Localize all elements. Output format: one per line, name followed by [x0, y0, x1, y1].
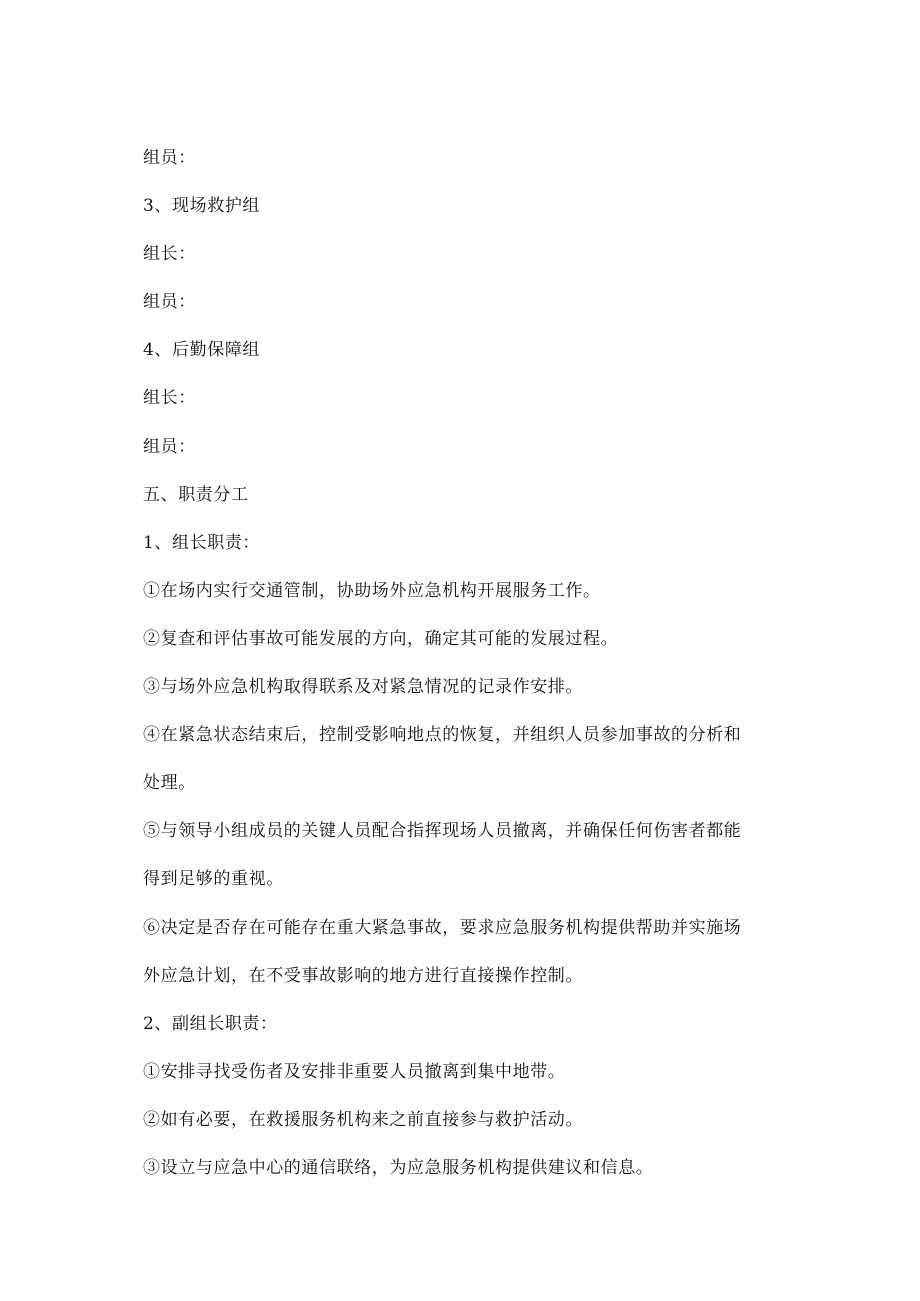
list-item: ⑥决定是否存在可能存在重大紧急事故，要求应急服务机构提供帮助并实施场: [143, 917, 742, 938]
list-item-continuation: 得到足够的重视。: [143, 869, 284, 890]
list-item: ③设立与应急中心的通信联络，为应急服务机构提供建议和信息。: [143, 1157, 654, 1178]
chapter-heading: 五、职责分工: [143, 484, 249, 505]
list-item-continuation: 外应急计划，在不受事故影响的地方进行直接操作控制。: [143, 965, 583, 986]
list-item-continuation: 处理。: [143, 773, 196, 794]
text-line: 组长：: [143, 244, 196, 265]
section-heading: 3、现场救护组: [143, 196, 261, 217]
list-item: ②复查和评估事故可能发展的方向，确定其可能的发展过程。: [143, 628, 619, 649]
text-line: 组员：: [143, 436, 196, 457]
section-heading: 4、后勤保障组: [143, 340, 261, 361]
list-item: ④在紧急状态结束后，控制受影响地点的恢复，并组织人员参加事故的分析和: [143, 725, 742, 746]
list-item: ②如有必要，在救援服务机构来之前直接参与救护活动。: [143, 1109, 583, 1130]
list-item: ③与场外应急机构取得联系及对紧急情况的记录作安排。: [143, 677, 583, 698]
section-heading: 1、组长职责：: [143, 532, 261, 553]
list-item: ①在场内实行交通管制，协助场外应急机构开展服务工作。: [143, 580, 601, 601]
list-item: ⑤与领导小组成员的关键人员配合指挥现场人员撤离，并确保任何伤害者都能: [143, 821, 742, 842]
section-heading: 2、副组长职责：: [143, 1013, 278, 1034]
document-body: [143, 146, 783, 1204]
text-line: 组员：: [143, 148, 196, 168]
text-line: 组员：: [143, 292, 196, 313]
list-item: ①安排寻找受伤者及安排非重要人员撤离到集中地带。: [143, 1061, 566, 1082]
text-line: 组长：: [143, 388, 196, 409]
